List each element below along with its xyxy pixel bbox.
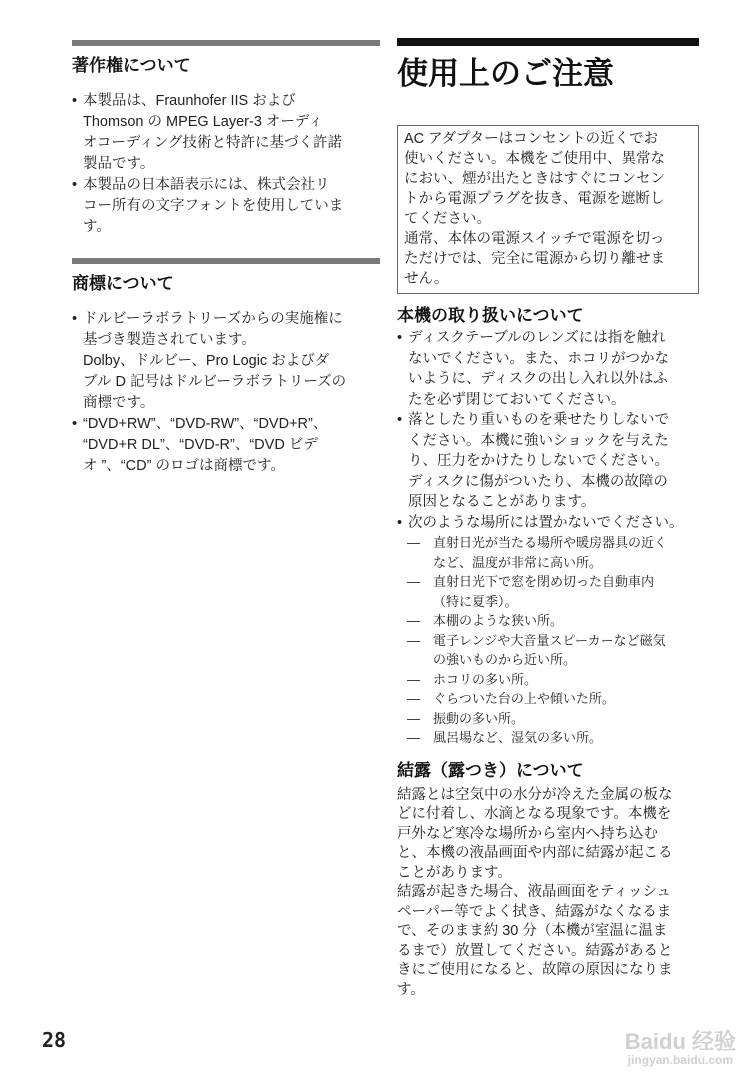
trademark-section bbox=[72, 258, 380, 477]
watermark-logo: Baidu 经验 bbox=[624, 1029, 736, 1054]
list-item: — 直射日光下で窓を閉め切った自動車内 （特に夏季）。 bbox=[407, 572, 699, 611]
list-item: • 本製品の日本語表示には、株式会社リ コー所有の文字フォントを使用していま す。 bbox=[72, 175, 380, 238]
copyright-section bbox=[72, 40, 380, 238]
list-item: • “DVD+RW”、“DVD-RW”、“DVD+R”、 “DVD+R DL”、“DVD-R”、“DVD ビデ オ ”、“CD” のロゴは商標です。 bbox=[72, 414, 380, 477]
section-divider bbox=[72, 258, 380, 264]
handling-list bbox=[397, 328, 699, 533]
list-item: — ホコリの多い所。 bbox=[407, 670, 699, 690]
list-item: • 落としたり重いものを乗せたりしないで ください。本機に強いショックを与えた り、圧力をかけたりしないでください。 ディスクに傷がついたり、本機の故障の 原因となることがあります。 bbox=[397, 410, 699, 513]
list-item: — 直射日光が当たる場所や暖房器具の近く など、温度が非常に高い所。 bbox=[407, 533, 699, 572]
watermark-url: jingyan.baidu.com bbox=[627, 1053, 734, 1068]
list-item: — ぐらついた台の上や傾いた所。 bbox=[407, 689, 699, 709]
list-item: — 風呂場など、湿気の多い所。 bbox=[407, 728, 699, 748]
condensation-text: 結露とは空気中の水分が冷えた金属の板な どに付着し、水滴となる現象です。本機を 戸外など寒冷な場所から室内へ持ち込む と、本機の液晶画面や内部に結露が起こる ことがあります。 結露が起きた場合、液晶画面をティッシュ ペーパー等でよく拭き、結露がなくなるま で、そのまま約 30 分（本機が室温に温ま るまで）放置してください。結露があると きにご使用になると、故障の原因になりま す。 bbox=[397, 786, 673, 998]
list-item: • ディスクテーブルのレンズには指を触れ ないでください。また、ホコリがつかな いように、ディスクの出し入れ以外はふ たを必ず閉じておいてください。 bbox=[397, 328, 699, 410]
list-item: • ドルビーラボラトリーズからの実施権に 基づき製造されています。 Dolby、ドルビー、Pro Logic およびダ ブル D 記号はドルビーラボラトリーズの 商標です。 bbox=[72, 309, 380, 414]
condensation-heading: 結露（露つき）について bbox=[397, 760, 584, 780]
list-item: — 電子レンジや大音量スピーカーなど磁気 の強いものから近い所。 bbox=[407, 631, 699, 670]
page-number: 28 bbox=[42, 1028, 67, 1052]
page-title: 使用上のご注意 bbox=[397, 56, 614, 91]
copyright-list bbox=[72, 91, 380, 238]
list-item: — 本棚のような狭い所。 bbox=[407, 611, 699, 631]
warning-box: AC アダプターはコンセントの近くでお 使いください。本機をご使用中、異常な におい、煙が出たときはすぐにコンセン トから電源プラグを抜き、電源を遮断し てください。 通常、本体の電源スイッチで電源を切っ ただけでは、完全に電源から切り離せま せん。 bbox=[397, 125, 699, 294]
list-item: • 本製品は、Fraunhofer IIS および Thomson の MPEG Layer-3 オーディ オコーディング技術と特許に基づく許諾 製品です。 bbox=[72, 91, 380, 175]
list-item: • 次のような場所には置かないでください。 bbox=[397, 513, 699, 534]
section-divider bbox=[72, 40, 380, 46]
copyright-heading: 著作権について bbox=[72, 56, 191, 75]
handling-heading: 本機の取り扱いについて bbox=[397, 306, 584, 325]
list-item: — 振動の多い所。 bbox=[407, 709, 699, 729]
trademark-list bbox=[72, 309, 380, 477]
precautions-section bbox=[397, 38, 699, 1000]
title-bar bbox=[397, 38, 699, 46]
left-column bbox=[72, 40, 380, 477]
trademark-heading: 商標について bbox=[72, 274, 174, 293]
places-list bbox=[397, 533, 699, 748]
watermark bbox=[625, 1030, 736, 1067]
